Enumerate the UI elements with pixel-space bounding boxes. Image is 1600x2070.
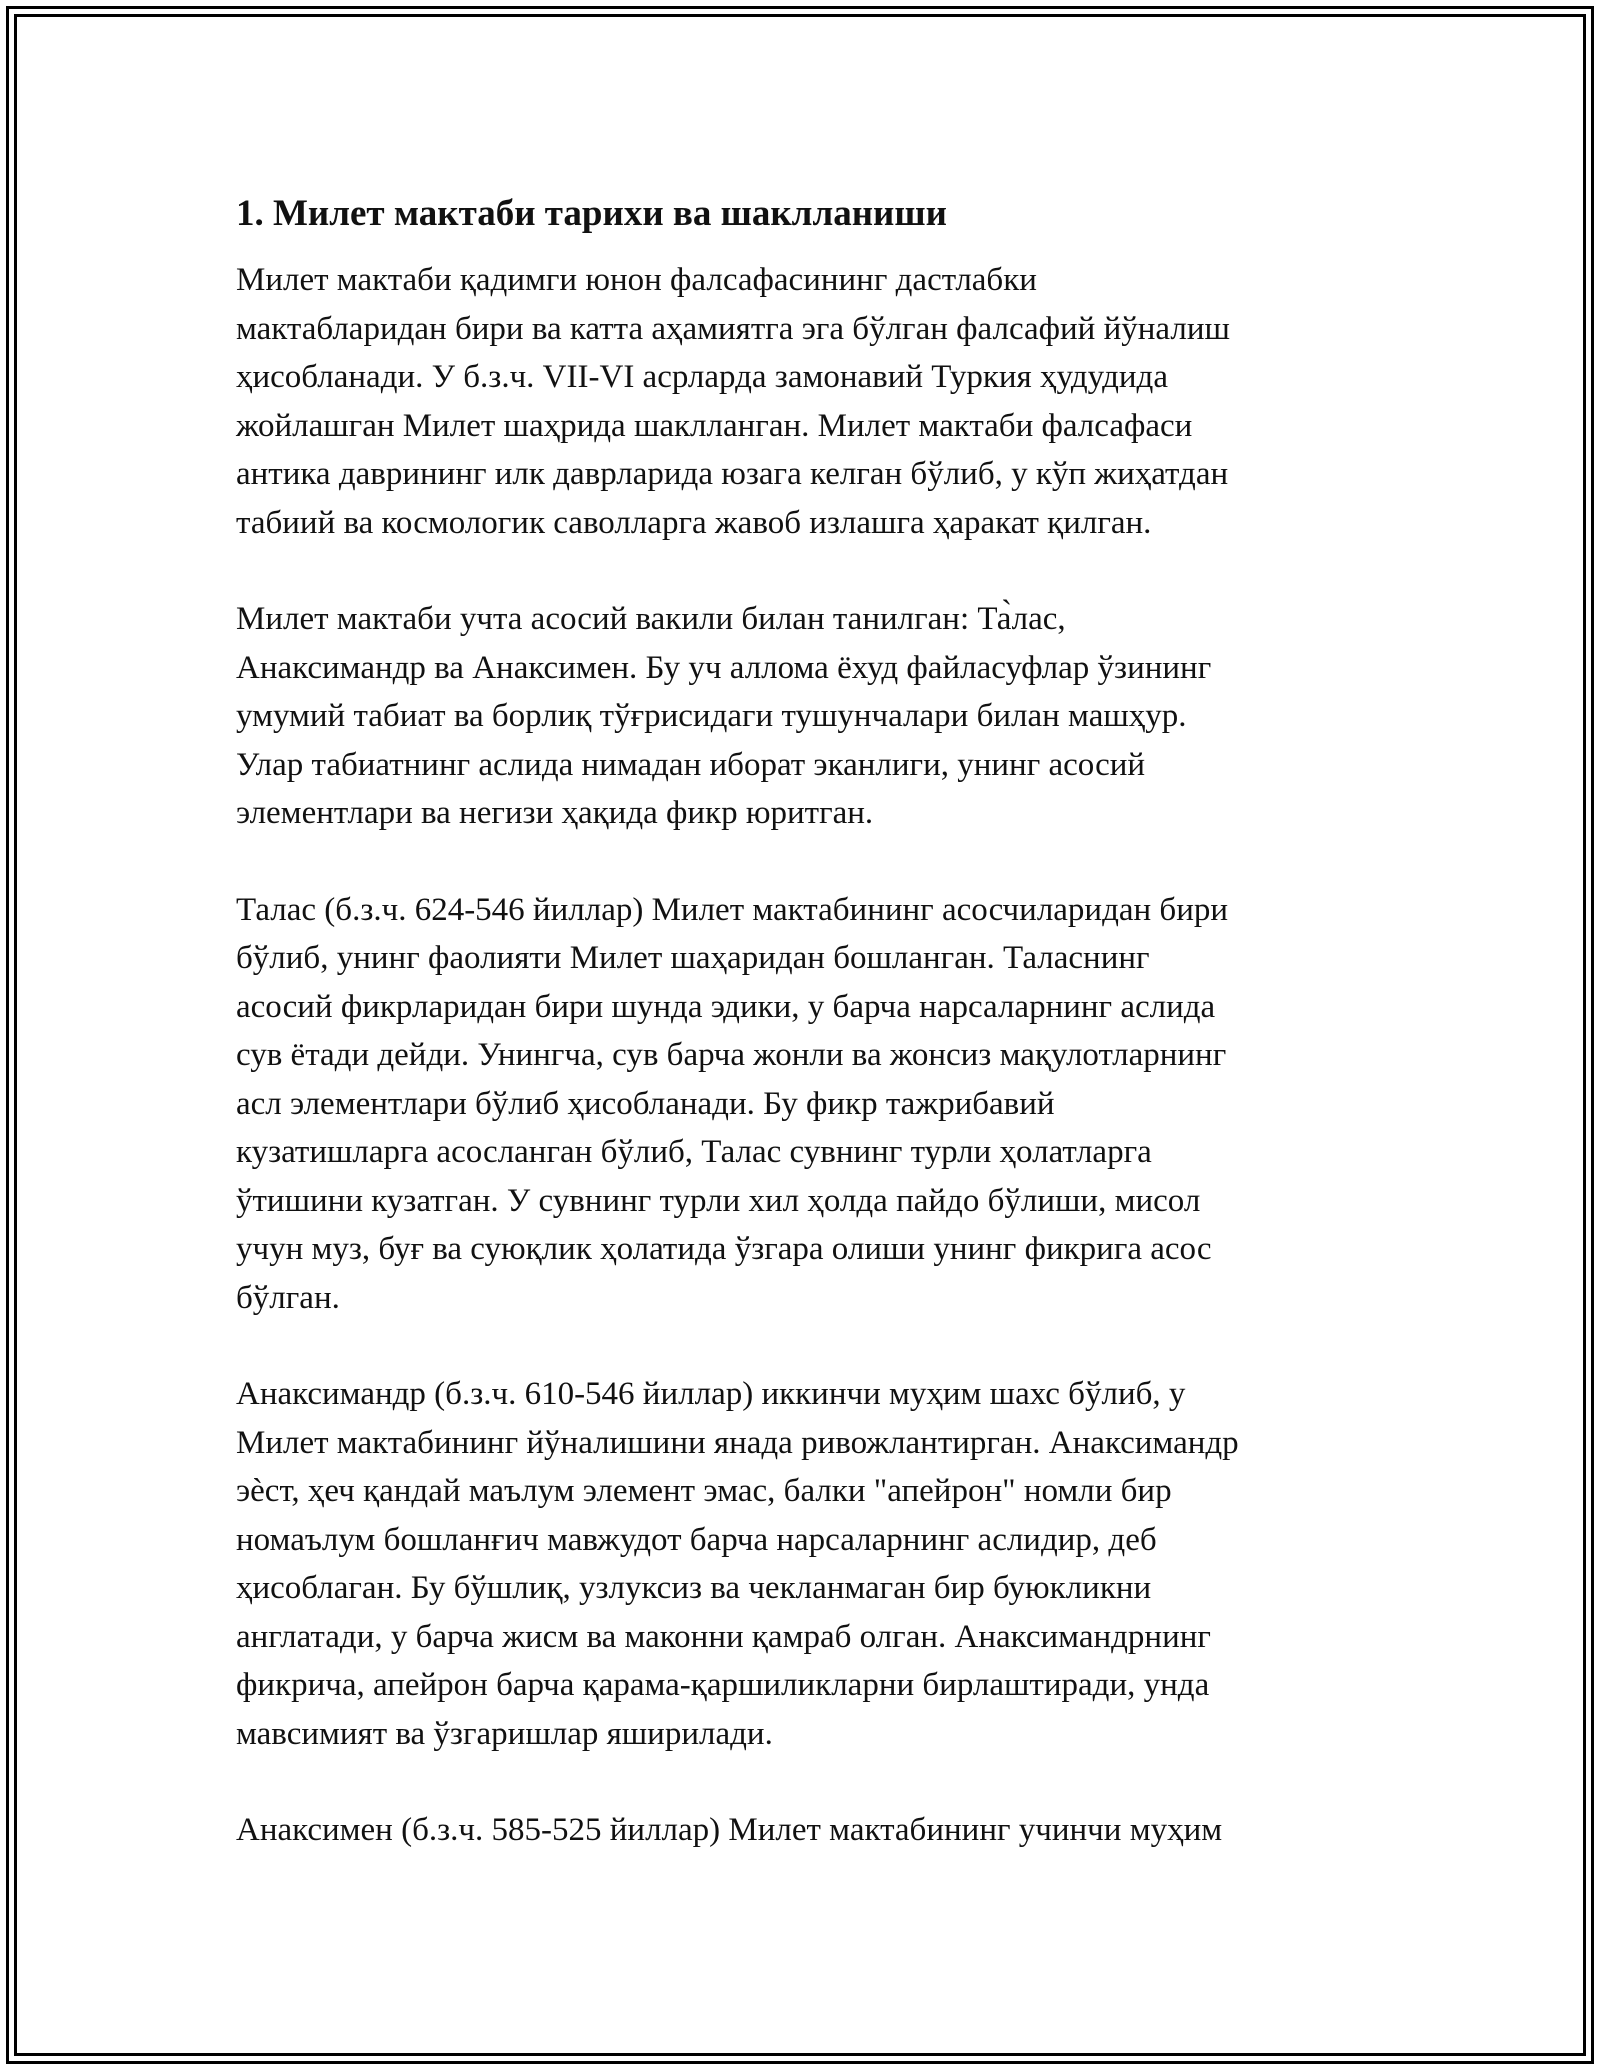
text-line: Милет мактаби қадимги юнон фалсафасининг дастлабки	[236, 262, 1037, 298]
text-line: асл элементлари бўлиб ҳисобланади. Бу фикр тажрибавий	[236, 1085, 1055, 1122]
paragraph-anaximenes	[236, 1806, 1366, 1855]
document-body	[236, 186, 1366, 1855]
text-line: жойлашган Милет шаҳрида шаклланган. Милет мактаби фалсафаси	[236, 407, 1193, 444]
text-line: англатади, у барча жисм ва маконни қамраб олган. Анаксимандрнинг	[236, 1618, 1211, 1655]
text-line: кузатишларга асосланган бўлиб, Талас сувнинг турли ҳолатларга	[236, 1134, 1152, 1170]
text-line: номаълум бошланғич мавжудот барча нарсаларнинг аслидир, деб	[236, 1521, 1157, 1558]
paragraph-spacer	[236, 1758, 1366, 1806]
paragraph-intro	[236, 256, 1366, 547]
text-line: элементлари ва негизи ҳақида фикр юритган.	[236, 795, 874, 831]
text-line: ўтишини кузатган. У сувнинг турли хил ҳолда пайдо бўлиши, мисол	[236, 1182, 1201, 1219]
text-line: Улар табиатнинг аслида нимадан иборат эканлиги, унинг асосий	[236, 746, 1146, 783]
text-line: ҳисобланади. У б.з.ч. VII-VI асрларда замонавий Туркия ҳудудида	[236, 359, 1168, 395]
text-line: Милет мактабининг йўналишини янада ривожлантирган. Анаксимандр	[236, 1424, 1239, 1461]
section-heading: 1. Милет мактаби тарихи ва шаклланиши	[236, 193, 947, 234]
text-line: Талас (б.з.ч. 624-546 йиллар) Милет мактабининг асосчиларидан бири	[236, 891, 1229, 928]
text-line: фикрича, апейрон барча қарама-қаршиликларни бирлаштиради, унда	[236, 1667, 1210, 1703]
text-line: табиий ва космологик саволларга жавоб излашга ҳаракат қилган.	[236, 504, 1152, 541]
text-line: Анаксимандр (б.з.ч. 610-546 йиллар) иккинчи муҳим шахс бўлиб, у	[236, 1376, 1186, 1412]
paragraph-thales	[236, 886, 1366, 1323]
paragraph-spacer	[236, 838, 1366, 886]
text-line: сув ётади дейди. Унингча, сув барча жонли ва жонсиз мақулотларнинг	[236, 1037, 1227, 1073]
paragraph-spacer	[236, 547, 1366, 595]
paragraph-representatives	[236, 595, 1366, 838]
text-line: Милет мактаби учта асосий вакили билан танилган: Та̀лас,	[236, 601, 1066, 637]
text-line: Анаксимандр ва Анаксимен. Бу уч аллома ёхуд файласуфлар ўзининг	[236, 649, 1212, 686]
text-line: эѐст, ҳеч қандай маълум элемент эмас, балки "апейрон" номли бир	[236, 1473, 1172, 1509]
paragraph-spacer	[236, 1322, 1366, 1370]
text-line: бўлган.	[236, 1279, 340, 1316]
text-line: антика даврининг илк даврларида юзага келган бўлиб, у кўп жиҳатдан	[236, 456, 1229, 492]
text-line: мавсимият ва ўзгаришлар яширилади.	[236, 1715, 773, 1752]
text-line: учун муз, буғ ва суюқлик ҳолатида ўзгара олиши унинг фикрига асос	[236, 1231, 1212, 1267]
text-line: Анаксимен (б.з.ч. 585-525 йиллар) Милет мактабининг учинчи муҳим	[236, 1812, 1223, 1848]
text-line: бўлиб, унинг фаолияти Милет шаҳаридан бошланган. Таласнинг	[236, 940, 1150, 976]
text-line: асосий фикрларидан бири шунда эдики, у барча нарсаларнинг аслида	[236, 988, 1216, 1025]
text-line: умумий табиат ва борлиқ тўғрисидаги тушунчалари билан машҳур.	[236, 698, 1187, 734]
text-line: мактабларидан бири ва катта аҳамиятга эга бўлган фалсафий йўналиш	[236, 310, 1230, 347]
text-line: ҳисоблаган. Бу бўшлиқ, узлуксиз ва чекланмаган бир буюкликни	[236, 1570, 1152, 1606]
paragraph-anaximander	[236, 1370, 1366, 1758]
